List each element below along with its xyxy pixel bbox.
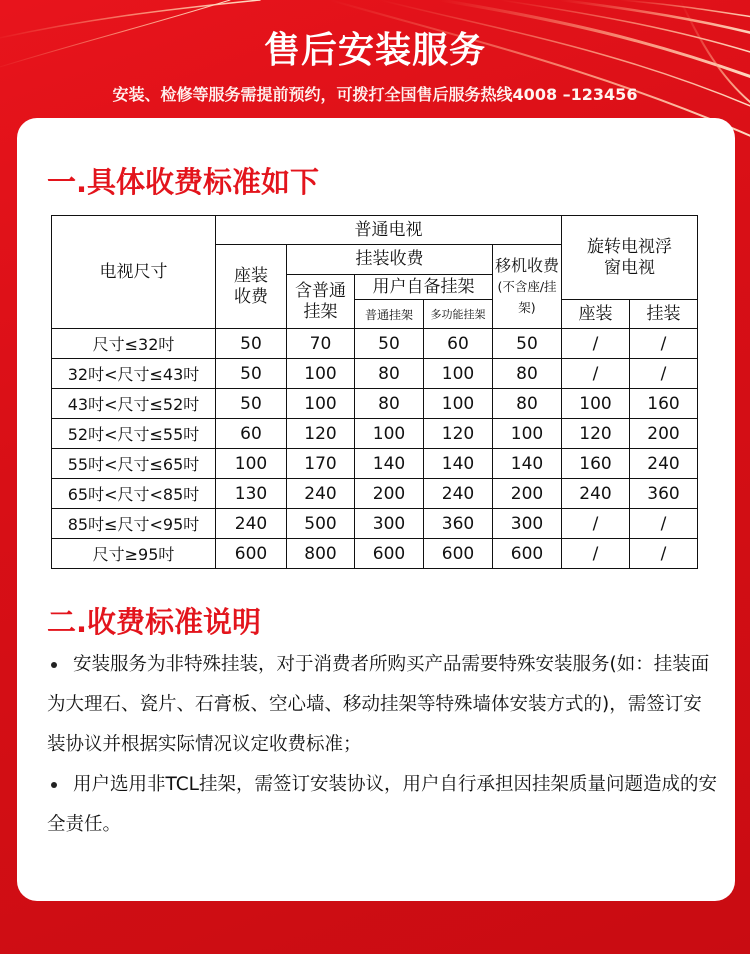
cell-fee: 50 (216, 389, 287, 419)
table-row (52, 449, 698, 479)
header-normal-tv: 普通电视 (216, 216, 562, 245)
cell-fee: 140 (493, 449, 562, 479)
cell-tv-size: 85吋≤尺寸<95吋 (52, 509, 216, 539)
cell-fee: 100 (562, 389, 630, 419)
cell-fee: 100 (287, 359, 355, 389)
cell-fee: / (562, 539, 630, 569)
cell-fee: 70 (287, 329, 355, 359)
cell-fee: / (630, 539, 698, 569)
cell-fee: 60 (424, 329, 493, 359)
header-multi-bracket: 多功能挂架 (424, 300, 493, 329)
table-row (52, 539, 698, 569)
cell-fee: 240 (216, 509, 287, 539)
cell-tv-size: 43吋<尺寸≤52吋 (52, 389, 216, 419)
cell-tv-size: 尺寸≥95吋 (52, 539, 216, 569)
table-row (52, 479, 698, 509)
cell-fee: 50 (216, 359, 287, 389)
cell-fee: 100 (493, 419, 562, 449)
note-item: 用户选用非TCL挂架，需签订安装协议，用户自行承担因挂架质量问题造成的安全责任。 (47, 765, 717, 845)
header-tv-size: 电视尺寸 (52, 216, 216, 329)
header-rotate-tv: 旋转电视浮窗电视 (562, 216, 698, 300)
table-row (52, 359, 698, 389)
cell-tv-size: 52吋<尺寸≤55吋 (52, 419, 216, 449)
cell-fee: 100 (287, 389, 355, 419)
cell-tv-size: 55吋<尺寸≤65吋 (52, 449, 216, 479)
fee-table (51, 215, 698, 569)
cell-fee: 140 (355, 449, 424, 479)
cell-fee: 80 (493, 389, 562, 419)
cell-fee: 140 (424, 449, 493, 479)
cell-fee: 160 (630, 389, 698, 419)
section-title-fees: 一.具体收费标准如下 (47, 165, 320, 199)
cell-fee: 100 (424, 359, 493, 389)
cell-fee: 200 (355, 479, 424, 509)
cell-fee: 120 (562, 419, 630, 449)
cell-fee: 240 (424, 479, 493, 509)
cell-fee: 160 (562, 449, 630, 479)
cell-fee: 50 (355, 329, 424, 359)
cell-fee: 600 (493, 539, 562, 569)
content-card (17, 118, 735, 901)
cell-fee: / (630, 359, 698, 389)
cell-fee: 120 (424, 419, 493, 449)
header-own-bracket: 用户自备挂架 (355, 275, 493, 300)
hero-title: 售后安装服务 (263, 30, 486, 71)
header-plain-bracket: 普通挂架 (355, 300, 424, 329)
cell-fee: / (562, 359, 630, 389)
header-move-fee-main: 移机收费 (495, 255, 560, 275)
cell-fee: / (562, 329, 630, 359)
table-row (52, 419, 698, 449)
cell-fee: 300 (493, 509, 562, 539)
cell-fee: 170 (287, 449, 355, 479)
header-incl-bracket: 含普通挂架 (287, 275, 355, 329)
note-item: 安装服务为非特殊挂装，对于消费者所购买产品需要特殊安装服务(如：挂装面为大理石、瓷片、石膏板、空心墙、移动挂架等特殊墙体安装方式的)，需签订安装协议并根据实际情况议定收费标准； (47, 645, 717, 765)
notes-list (47, 645, 717, 845)
cell-fee: 100 (424, 389, 493, 419)
cell-fee: 600 (424, 539, 493, 569)
table-row (52, 509, 698, 539)
cell-tv-size: 65吋<尺寸<85吋 (52, 479, 216, 509)
cell-fee: 300 (355, 509, 424, 539)
cell-fee: 100 (216, 449, 287, 479)
cell-fee: 80 (355, 389, 424, 419)
cell-fee: 240 (287, 479, 355, 509)
cell-fee: 240 (562, 479, 630, 509)
cell-tv-size: 尺寸≤32吋 (52, 329, 216, 359)
header-wall-fee: 挂装收费 (287, 245, 493, 275)
cell-fee: 100 (355, 419, 424, 449)
header-rotate-wall: 挂装 (630, 300, 698, 329)
cell-fee: 360 (424, 509, 493, 539)
cell-fee: 80 (493, 359, 562, 389)
cell-fee: 50 (493, 329, 562, 359)
cell-fee: 60 (216, 419, 287, 449)
cell-fee: 200 (630, 419, 698, 449)
cell-fee: 240 (630, 449, 698, 479)
cell-fee: / (562, 509, 630, 539)
cell-fee: 600 (216, 539, 287, 569)
cell-fee: 130 (216, 479, 287, 509)
cell-fee: 360 (630, 479, 698, 509)
cell-fee: / (630, 329, 698, 359)
cell-tv-size: 32吋<尺寸≤43吋 (52, 359, 216, 389)
section-title-notes: 二.收费标准说明 (47, 605, 262, 639)
cell-fee: 80 (355, 359, 424, 389)
table-row (52, 329, 698, 359)
table-row (52, 389, 698, 419)
header-move-fee (493, 245, 562, 329)
cell-fee: 600 (355, 539, 424, 569)
cell-fee: 50 (216, 329, 287, 359)
header-move-fee-note: (不含座/挂架) (497, 278, 557, 315)
header-rotate-seat: 座装 (562, 300, 630, 329)
cell-fee: 500 (287, 509, 355, 539)
cell-fee: / (630, 509, 698, 539)
header-seat-fee: 座装收费 (216, 245, 287, 329)
cell-fee: 200 (493, 479, 562, 509)
cell-fee: 120 (287, 419, 355, 449)
cell-fee: 800 (287, 539, 355, 569)
hero-subtitle: 安装、检修等服务需提前预约，可拨打全国售后服务热线4008 –123456 (112, 85, 638, 104)
